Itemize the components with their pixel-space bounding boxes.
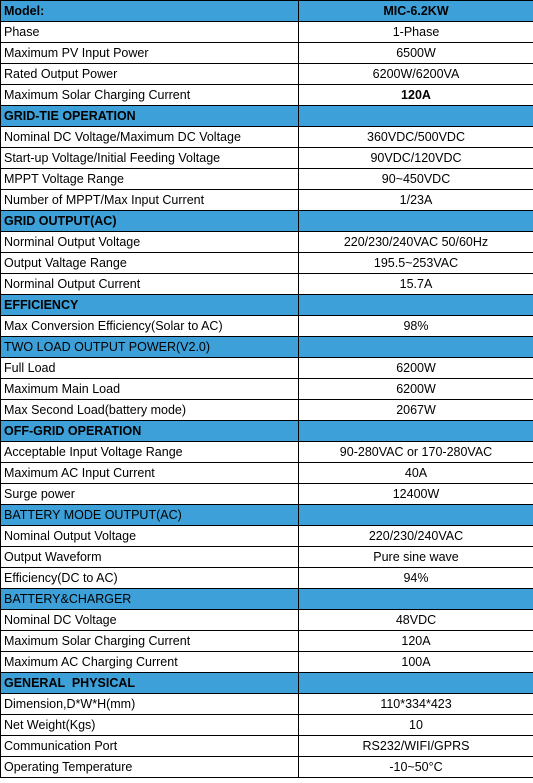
spec-label: Phase <box>1 22 299 43</box>
spec-row <box>1 400 533 421</box>
spec-label: MPPT Voltage Range <box>1 169 299 190</box>
spec-label: Number of MPPT/Max Input Current <box>1 190 299 211</box>
spec-value: 6200W <box>299 379 533 400</box>
spec-label: Operating Temperature <box>1 757 299 778</box>
spec-label: Max Second Load(battery mode) <box>1 400 299 421</box>
section-title-filler <box>299 421 533 442</box>
spec-value: 10 <box>299 715 533 736</box>
spec-value: 220/230/240VAC 50/60Hz <box>299 232 533 253</box>
spec-row <box>1 757 533 778</box>
spec-row <box>1 232 533 253</box>
spec-row <box>1 715 533 736</box>
spec-row <box>1 43 533 64</box>
spec-value: 40A <box>299 463 533 484</box>
spec-value: 48VDC <box>299 610 533 631</box>
section-title: GRID OUTPUT(AC) <box>1 211 299 232</box>
spec-value: 195.5~253VAC <box>299 253 533 274</box>
section-header-row <box>1 295 533 316</box>
spec-label: Full Load <box>1 358 299 379</box>
spec-row <box>1 358 533 379</box>
spec-label: Surge power <box>1 484 299 505</box>
section-title-filler <box>299 295 533 316</box>
spec-value: 6200W <box>299 358 533 379</box>
spec-row <box>1 610 533 631</box>
section-title: OFF-GRID OPERATION <box>1 421 299 442</box>
spec-label: Maximum Solar Charging Current <box>1 85 299 106</box>
spec-row <box>1 253 533 274</box>
section-title: EFFICIENCY <box>1 295 299 316</box>
spec-value: 15.7A <box>299 274 533 295</box>
section-title-filler <box>299 589 533 610</box>
spec-label: Max Conversion Efficiency(Solar to AC) <box>1 316 299 337</box>
spec-row <box>1 652 533 673</box>
spec-value: 120A <box>299 631 533 652</box>
section-title-filler <box>299 673 533 694</box>
spec-row <box>1 127 533 148</box>
spec-label: Communication Port <box>1 736 299 757</box>
spec-label: Maximum Main Load <box>1 379 299 400</box>
spec-label: Rated Output Power <box>1 64 299 85</box>
section-header-row <box>1 106 533 127</box>
spec-label: Norminal Output Voltage <box>1 232 299 253</box>
spec-row <box>1 694 533 715</box>
spec-row <box>1 547 533 568</box>
section-title: GRID-TIE OPERATION <box>1 106 299 127</box>
spec-label: Output Valtage Range <box>1 253 299 274</box>
spec-value: 120A <box>299 85 533 106</box>
spec-row <box>1 190 533 211</box>
spec-value: 90VDC/120VDC <box>299 148 533 169</box>
spec-label: Acceptable Input Voltage Range <box>1 442 299 463</box>
section-title: BATTERY&CHARGER <box>1 589 299 610</box>
section-title: GENERAL PHYSICAL <box>1 673 299 694</box>
spec-value: 1-Phase <box>299 22 533 43</box>
spec-value: 90-280VAC or 170-280VAC <box>299 442 533 463</box>
spec-table-body <box>1 1 533 778</box>
section-title-filler <box>299 505 533 526</box>
spec-value: 90~450VDC <box>299 169 533 190</box>
spec-row <box>1 442 533 463</box>
section-header-row <box>1 505 533 526</box>
spec-row <box>1 379 533 400</box>
section-title-filler <box>299 211 533 232</box>
section-header-row <box>1 589 533 610</box>
model-label: Model: <box>1 1 299 22</box>
spec-row <box>1 316 533 337</box>
spec-row <box>1 169 533 190</box>
spec-row <box>1 736 533 757</box>
spec-row <box>1 85 533 106</box>
section-title-filler <box>299 337 533 358</box>
spec-row <box>1 274 533 295</box>
section-header-row <box>1 673 533 694</box>
spec-row <box>1 568 533 589</box>
spec-row <box>1 526 533 547</box>
spec-value: 1/23A <box>299 190 533 211</box>
spec-value: Pure sine wave <box>299 547 533 568</box>
spec-row <box>1 148 533 169</box>
spec-value: 100A <box>299 652 533 673</box>
section-title: TWO LOAD OUTPUT POWER(V2.0) <box>1 337 299 358</box>
spec-label: Nominal DC Voltage <box>1 610 299 631</box>
spec-label: Maximum PV Input Power <box>1 43 299 64</box>
spec-value: 12400W <box>299 484 533 505</box>
spec-row <box>1 64 533 85</box>
spec-label: Nominal DC Voltage/Maximum DC Voltage <box>1 127 299 148</box>
model-value: MIC-6.2KW <box>299 1 533 22</box>
spec-label: Norminal Output Current <box>1 274 299 295</box>
spec-label: Maximum AC Charging Current <box>1 652 299 673</box>
spec-value: 94% <box>299 568 533 589</box>
section-header-row <box>1 337 533 358</box>
section-header-row <box>1 421 533 442</box>
spec-value: 6200W/6200VA <box>299 64 533 85</box>
spec-label: Efficiency(DC to AC) <box>1 568 299 589</box>
spec-value: 98% <box>299 316 533 337</box>
spec-label: Maximum Solar Charging Current <box>1 631 299 652</box>
spec-value: -10~50°C <box>299 757 533 778</box>
spec-value: RS232/WIFI/GPRS <box>299 736 533 757</box>
spec-row <box>1 22 533 43</box>
section-title: BATTERY MODE OUTPUT(AC) <box>1 505 299 526</box>
section-title-filler <box>299 106 533 127</box>
spec-label: Net Weight(Kgs) <box>1 715 299 736</box>
spec-value: 110*334*423 <box>299 694 533 715</box>
spec-value: 360VDC/500VDC <box>299 127 533 148</box>
spec-value: 2067W <box>299 400 533 421</box>
spec-label: Dimension,D*W*H(mm) <box>1 694 299 715</box>
spec-label: Maximum AC Input Current <box>1 463 299 484</box>
spec-label: Nominal Output Voltage <box>1 526 299 547</box>
model-header-row <box>1 1 533 22</box>
spec-value: 6500W <box>299 43 533 64</box>
spec-label: Start-up Voltage/Initial Feeding Voltage <box>1 148 299 169</box>
section-header-row <box>1 211 533 232</box>
spec-label: Output Waveform <box>1 547 299 568</box>
spec-row <box>1 484 533 505</box>
spec-value: 220/230/240VAC <box>299 526 533 547</box>
spec-row <box>1 463 533 484</box>
spec-row <box>1 631 533 652</box>
